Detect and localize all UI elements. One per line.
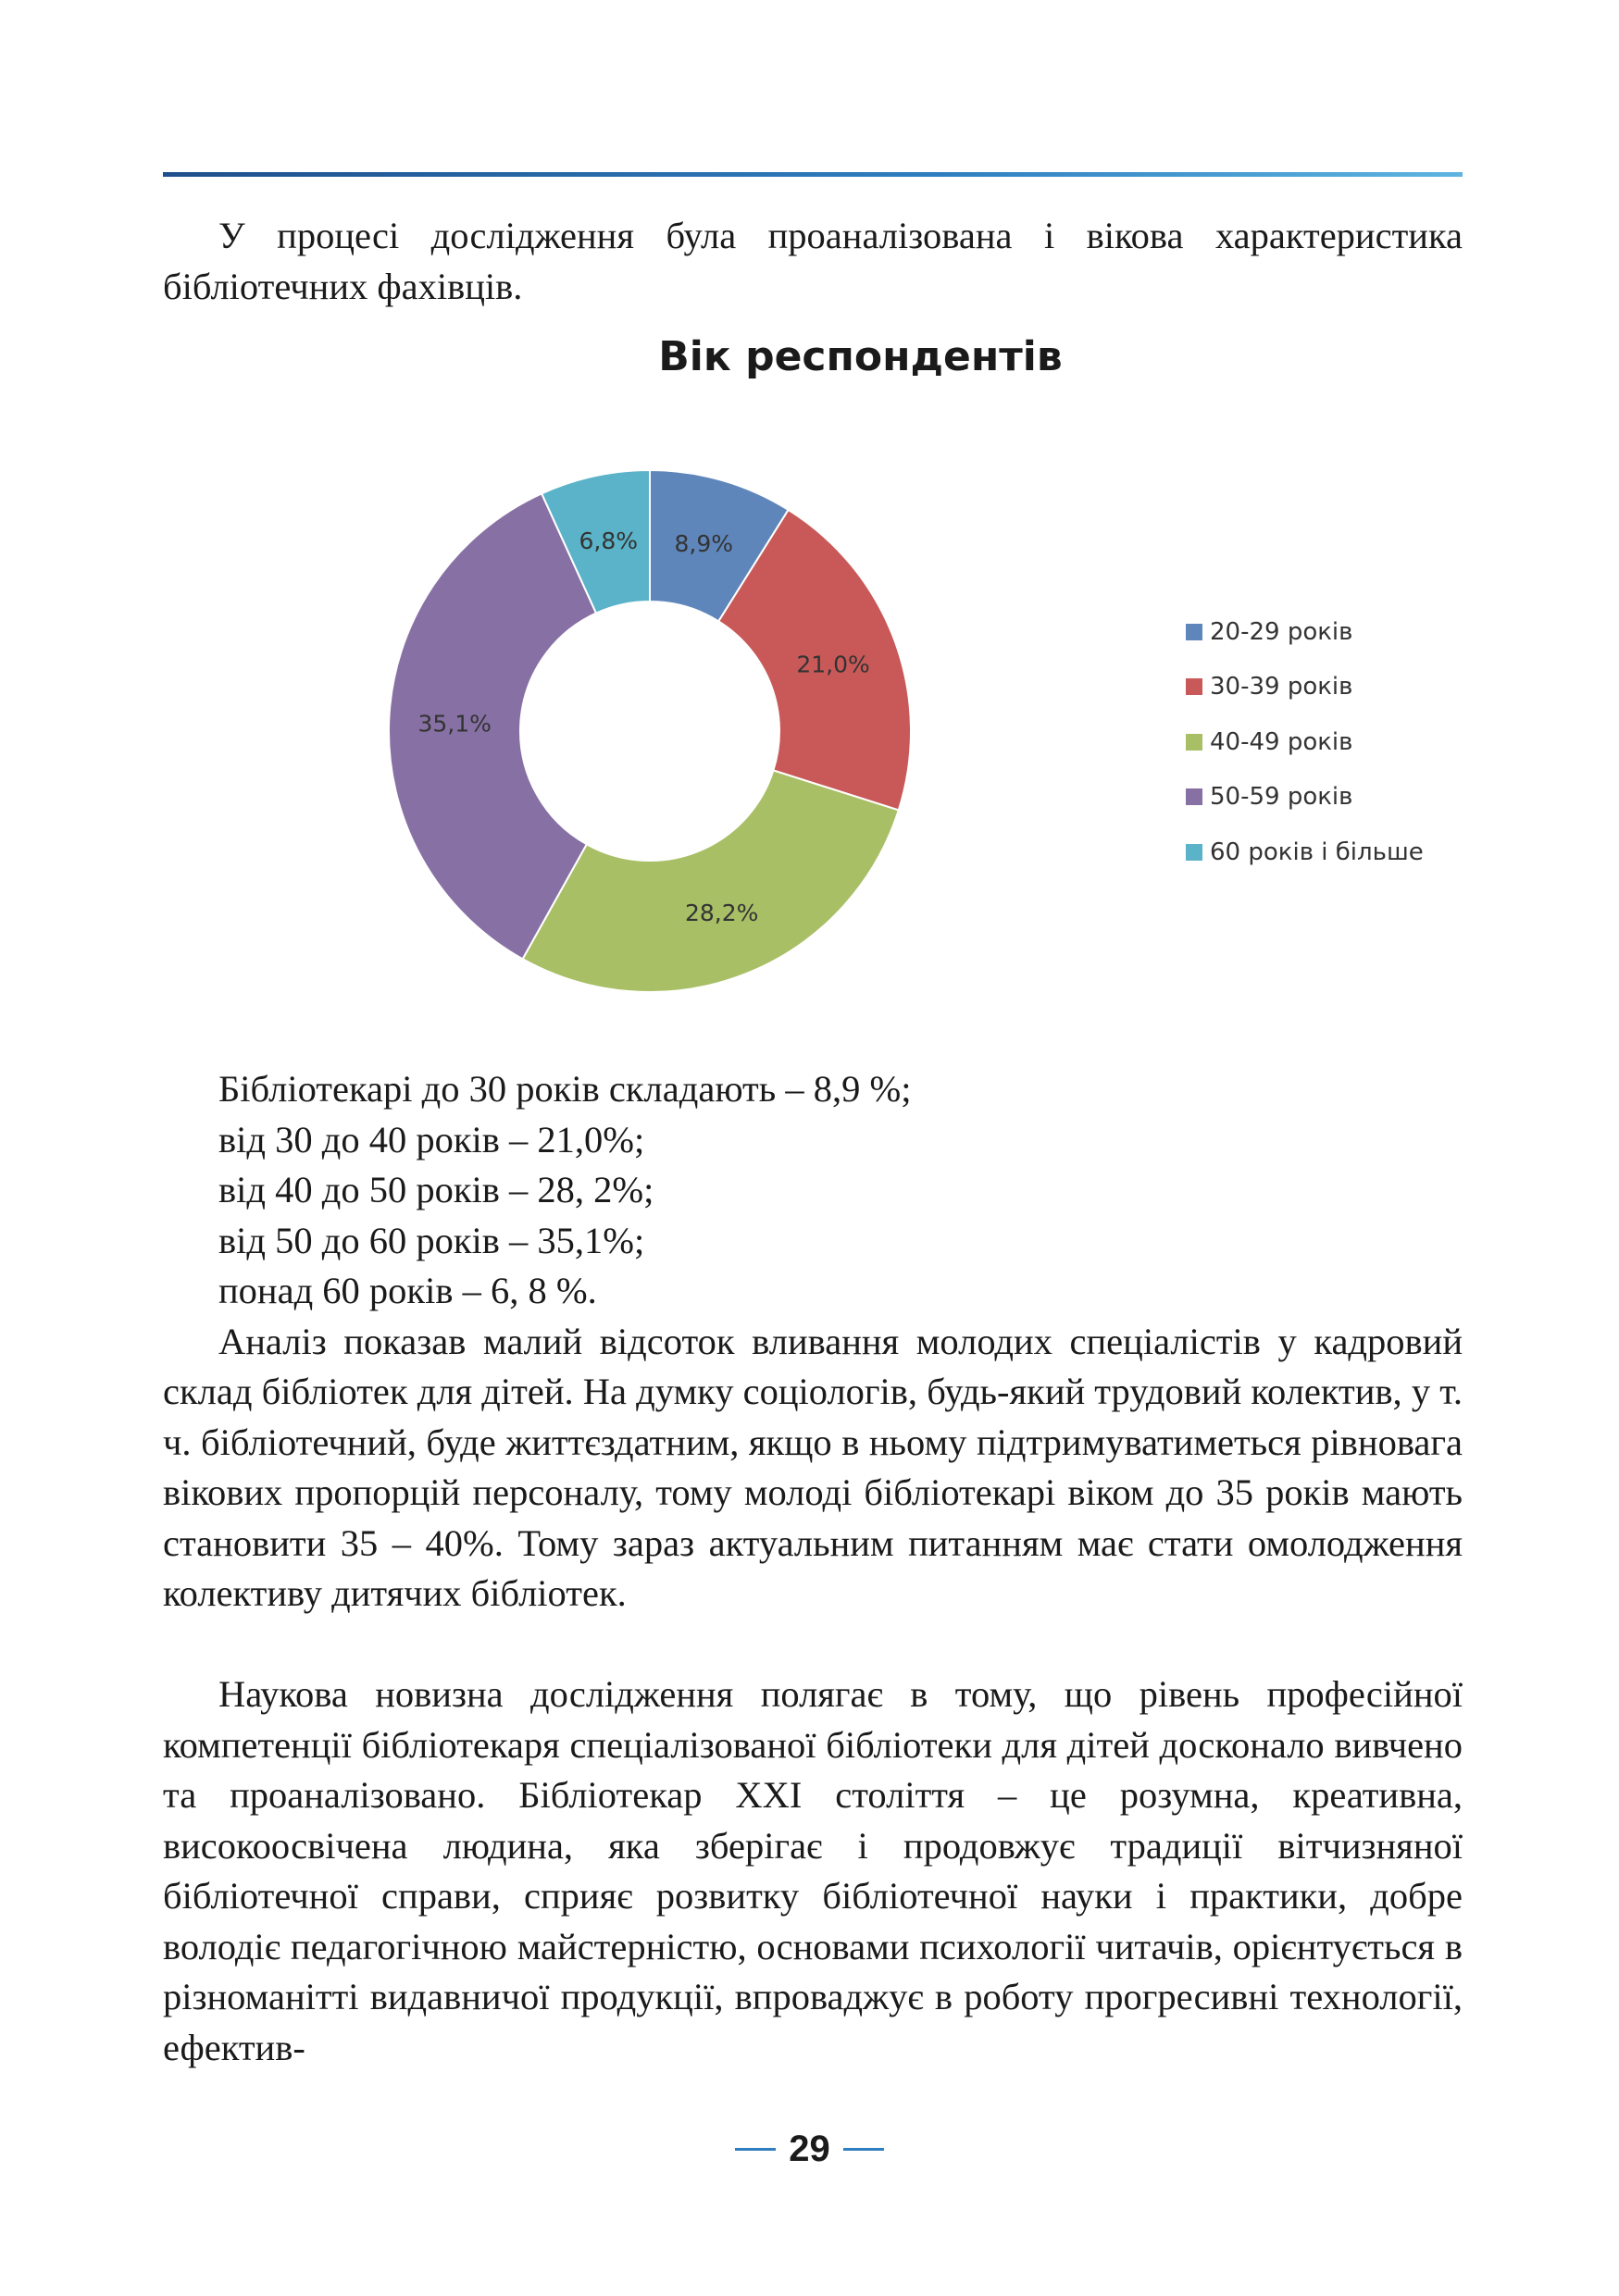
legend-item [1186, 660, 1424, 715]
legend-item [1186, 770, 1424, 825]
legend-label: 30-39 років [1210, 673, 1353, 701]
slice-data-label: 28,2% [684, 900, 759, 927]
legend-label: 60 років і більше [1210, 838, 1424, 866]
page-footer [0, 2128, 1619, 2170]
legend-label: 40-49 років [1210, 727, 1353, 756]
donut-slice [523, 770, 899, 992]
slice-data-label: 35,1% [417, 710, 492, 738]
footer-rule-left [735, 2148, 776, 2151]
legend-swatch [1186, 734, 1202, 751]
slice-data-label: 8,9% [674, 530, 733, 558]
list-item: від 30 до 40 років – 21,0%; [218, 1118, 645, 1160]
legend-label: 50-59 років [1210, 783, 1353, 812]
list-item: понад 60 років – 6, 8 %. [218, 1270, 597, 1311]
legend-item [1186, 714, 1424, 770]
legend-swatch [1186, 678, 1202, 695]
chart-legend [1186, 604, 1424, 880]
list-item: від 40 до 50 років – 28, 2%; [218, 1169, 654, 1210]
legend-swatch [1186, 788, 1202, 805]
legend-item [1186, 604, 1424, 660]
list-item: Бібліотекарі до 30 років складають – 8,9 %; [218, 1068, 912, 1110]
analysis-paragraph: Аналіз показав малий відсоток вливання молодих спеціалістів у кадровий склад бібліотек для дітей. На думку соціологів, будь-який трудовий колектив, у т. ч. бібліотечний, буде життєздатним, якщо в ньому підтримуватиметься рівновага вікових пропорцій персоналу, тому молоді бібліотекарі віком до 35 років мають становити 35 – 40%. Тому зараз актуальним питанням має стати омолодження колективу дитячих бібліотек. [163, 1320, 1463, 1614]
novelty-paragraph: Наукова новизна дослідження полягає в тому, що рівень професійної компетенції бібліотекаря спеціалізованої бібліотеки для дітей досконало вивчено та проаналізовано. Бібліотекар ХХІ століття – це розумна, креативна, високоосвічена людина, яка зберігає і продовжує традиції вітчизняної бібліотечної справи, сприяє розвитку бібліотечної науки і практики, добре володіє педагогічною майстерністю, основами психології читачів, орієнтується в різноманітті видавничої продукції, впроваджує в роботу прогресивні технології, ефектив- [163, 1673, 1463, 2068]
legend-swatch [1186, 624, 1202, 640]
slice-data-label: 6,8% [579, 527, 639, 554]
slice-data-label: 21,0% [796, 651, 870, 678]
legend-swatch [1186, 844, 1202, 861]
legend-item [1186, 825, 1424, 880]
intro-paragraph: У процесі дослідження була проаналізована і вікова характеристика бібліотечних фахівців. [163, 215, 1463, 307]
list-item: від 50 до 60 років – 35,1%; [218, 1219, 645, 1261]
page-number: 29 [789, 2128, 830, 2169]
chart-title: Вік респондентів [658, 333, 1063, 380]
footer-rule-right [843, 2148, 884, 2151]
legend-label: 20-29 років [1210, 617, 1353, 646]
